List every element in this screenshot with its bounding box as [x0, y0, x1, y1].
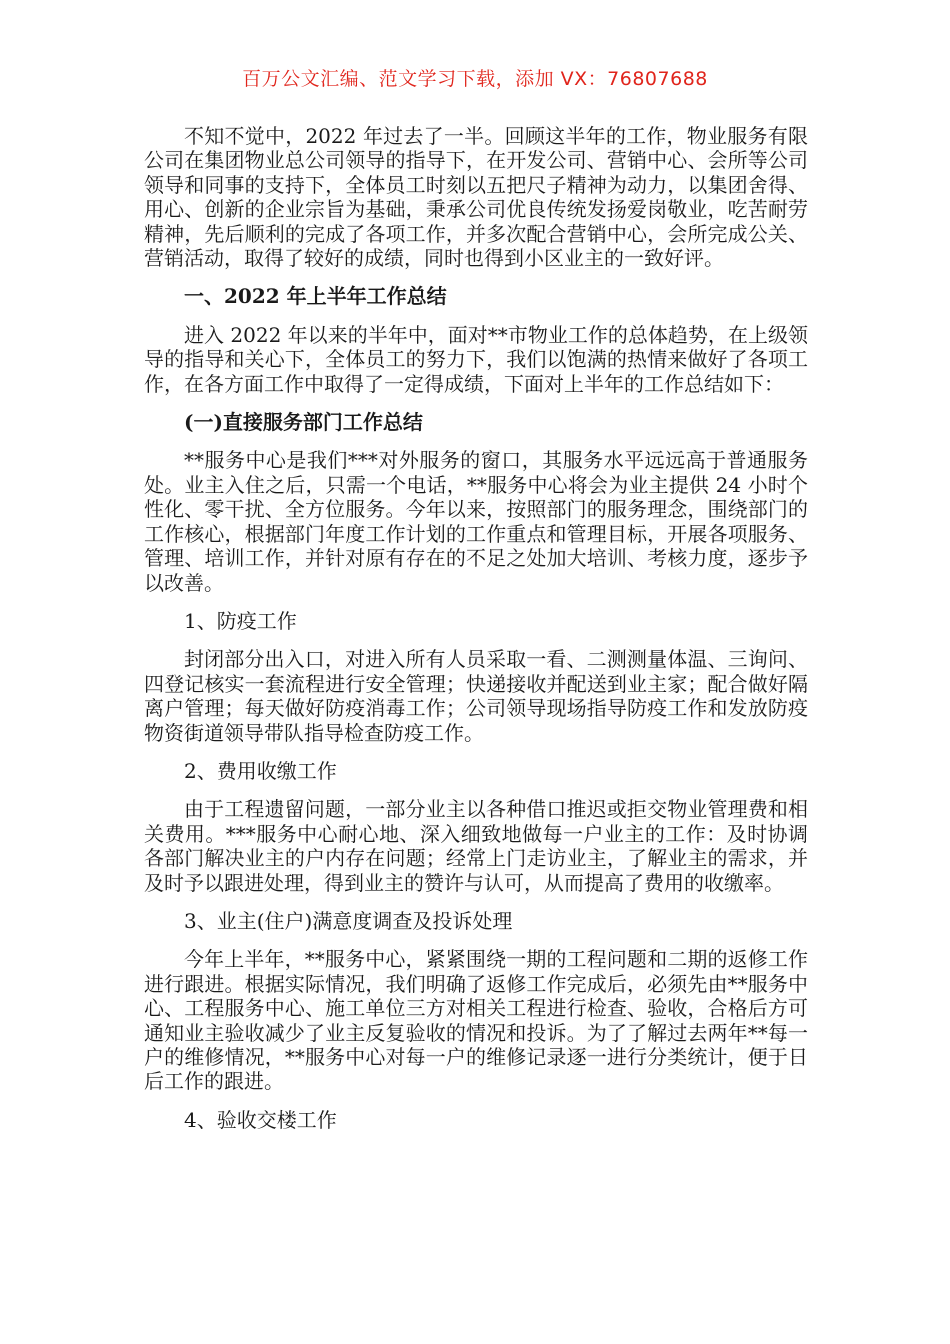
subsection-heading: (一)直接服务部门工作总结	[184, 410, 423, 435]
item-heading-1: 1、防疫工作	[184, 608, 297, 633]
item-paragraph-2: 由于工程遗留问题，一部分业主以各种借口推迟或拒交物业管理费和相关费用。***服务中心耐心地、深入细致地做每一户业主的工作：及时协调各部门解决业主的户内存在问题；经常上门走访业主，了解业主的需求，并及时予以跟进处理，得到业主的赞许与认可，从而提高了费用的收缴率。	[144, 797, 808, 895]
intro-paragraph: 不知不觉中，2022 年过去了一半。回顾这半年的工作，物业服务有限公司在集团物业总公司领导的指导下，在开发公司、营销中心、会所等公司领导和同事的支持下，全体员工时刻以五把尺子精神为动力，以集团舍得、用心、创新的企业宗旨为基础，秉承公司优良传统发扬爱岗敬业，吃苦耐劳精神，先后顺利的完成了各项工作，并多次配合营销中心，会所完成公关、营销活动，取得了较好的成绩，同时也得到小区业主的一致好评。	[144, 124, 808, 271]
item-paragraph-3: 今年上半年，**服务中心，紧紧围绕一期的工程问题和二期的返修工作进行跟进。根据实际情况，我们明确了返修工作完成后，必须先由**服务中心、工程服务中心、施工单位三方对相关工程进行检查、验收，合格后方可通知业主验收减少了业主反复验收的情况和投诉。为了了解过去两年**每一户的维修情况，**服务中心对每一户的维修记录逐一进行分类统计，便于日后工作的跟进。	[144, 947, 808, 1094]
item-heading-2: 2、费用收缴工作	[184, 758, 337, 783]
item-heading-3: 3、业主(住户)满意度调查及投诉处理	[184, 908, 513, 933]
section-intro-paragraph: 进入 2022 年以来的半年中，面对**市物业工作的总体趋势，在上级领导的指导和关心下，全体员工的努力下，我们以饱满的热情来做好了各项工作，在各方面工作中取得了一定得成绩，下面对上半年的工作总结如下：	[144, 322, 808, 396]
item-paragraph-1: 封闭部分出入口，对进入所有人员采取一看、二测测量体温、三询问、四登记核实一套流程进行安全管理；快递接收并配送到业主家；配合做好隔离户管理；每天做好防疫消毒工作；公司领导现场指导防疫工作和发放防疫物资街道领导带队指导检查防疫工作。	[144, 647, 808, 745]
watermark-header: 百万公文汇编、范文学习下载，添加 VX：76807688	[242, 68, 708, 90]
document-body	[144, 124, 808, 1146]
item-heading-4: 4、验收交楼工作	[184, 1107, 337, 1132]
subsection-intro-paragraph: **服务中心是我们***对外服务的窗口，其服务水平远远高于普通服务处。业主入住之后，只需一个电话，**服务中心将会为业主提供 24 小时个性化、零干扰、全方位服务。今年以来，按照部门的服务理念，围绕部门的工作核心，根据部门年度工作计划的工作重点和管理目标，开展各项服务、管理、培训工作，并针对原有存在的不足之处加大培训、考核力度，逐步予以改善。	[144, 448, 808, 595]
section-heading: 一、2022 年上半年工作总结	[184, 284, 447, 309]
